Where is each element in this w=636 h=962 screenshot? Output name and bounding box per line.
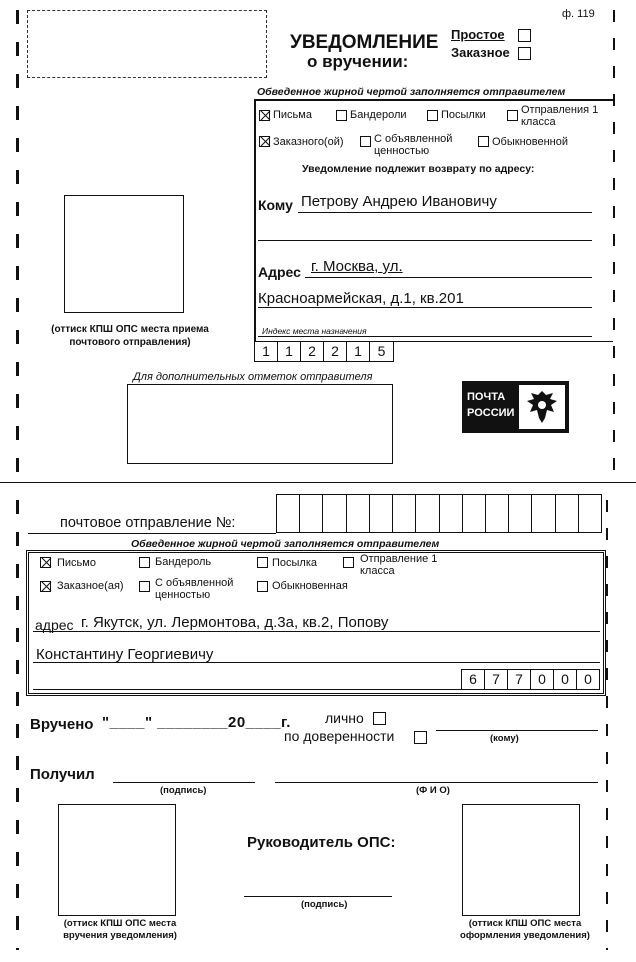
bottom-index-cell-2: 7 xyxy=(484,669,508,690)
top-parcel-label: Посылки xyxy=(441,109,486,121)
to-label: Кому xyxy=(258,197,293,213)
bottom-index-cell-6: 0 xyxy=(576,669,600,690)
pochta-logo xyxy=(462,381,569,433)
top-letter-label: Письма xyxy=(273,109,312,121)
top-letter-checkbox[interactable] xyxy=(259,110,270,121)
address-rule-1 xyxy=(305,277,592,278)
bottom-address-rule-2 xyxy=(33,662,600,663)
mail-number-label: почтовое отправление №: xyxy=(60,515,236,531)
address-line1: г. Москва, ул. xyxy=(311,258,403,275)
accept-stamp-box xyxy=(64,195,184,313)
top-first-class-checkbox[interactable] xyxy=(507,110,518,121)
top-registered-label: Заказного(ой) xyxy=(273,136,344,148)
bottom-ordinary-label: Обыкновенная xyxy=(272,580,348,592)
top-declared-checkbox[interactable] xyxy=(360,136,371,147)
ops-head-signature-caption: (подпись) xyxy=(301,899,348,910)
bottom-index-cell-4: 0 xyxy=(530,669,554,690)
type-registered-label: Заказное xyxy=(451,45,510,60)
issue-stamp-caption: (оттиск КПШ ОПС места оформления уведомления) xyxy=(460,918,590,941)
by-proxy-checkbox[interactable] xyxy=(414,731,427,744)
received-label: Получил xyxy=(30,766,95,783)
bottom-address-rule-3 xyxy=(33,689,461,690)
received-fio-caption: (Ф И О) xyxy=(416,785,450,796)
delivery-stamp-box xyxy=(58,804,176,916)
bottom-parcel-small-label: Бандероль xyxy=(155,556,212,568)
to-line-1 xyxy=(298,212,592,213)
top-first-class-label: Отправления 1 класса xyxy=(521,104,599,128)
bottom-registered-label: Заказное(ая) xyxy=(57,580,124,592)
bottom-parcel-checkbox[interactable] xyxy=(257,557,268,568)
top-index-cell-3: 2 xyxy=(300,341,324,362)
mail-number-boxes[interactable] xyxy=(276,494,602,533)
type-registered-checkbox[interactable] xyxy=(518,47,531,60)
title-line1: УВЕДОМЛЕНИЕ xyxy=(290,32,439,53)
bottom-index-cell-5: 0 xyxy=(553,669,577,690)
top-ordinary-label: Обыкновенной xyxy=(492,136,569,148)
extra-notes-box[interactable] xyxy=(127,384,393,464)
bottom-letter-checkbox[interactable] xyxy=(40,557,51,568)
to-whom-rule[interactable] xyxy=(436,730,598,731)
title-line2: о вручении: xyxy=(307,52,409,71)
right-perforation-bottom xyxy=(606,500,608,950)
bottom-ordinary-checkbox[interactable] xyxy=(257,581,268,592)
left-perforation-bottom xyxy=(16,500,19,950)
index-label: Индекс места назначения xyxy=(262,326,367,336)
received-fio-rule[interactable] xyxy=(275,782,598,783)
top-parcel-small-checkbox[interactable] xyxy=(336,110,347,121)
top-registered-checkbox[interactable] xyxy=(259,136,270,147)
type-simple-label: Простое xyxy=(451,27,505,42)
top-index-cell-6: 5 xyxy=(369,341,394,362)
bottom-bold-note: Обведенное жирной чертой заполняется отправителем xyxy=(131,538,440,550)
index-extension-rule xyxy=(394,341,613,342)
bottom-parcel-label: Посылка xyxy=(272,557,318,569)
delivered-date[interactable]: "____" ________20____г. xyxy=(102,714,291,731)
address-label: Адрес xyxy=(258,264,301,280)
form-code: ф. 119 xyxy=(562,8,595,20)
top-index-cell-1: 1 xyxy=(254,341,278,362)
to-line-2 xyxy=(258,240,592,241)
to-whom-caption: (кому) xyxy=(490,733,519,744)
top-parcel-small-label: Бандероли xyxy=(350,109,407,121)
ops-head-signature-rule[interactable] xyxy=(244,896,392,897)
address-rule-2 xyxy=(258,307,592,308)
bottom-first-class-label: Отправление 1 класса xyxy=(360,553,438,577)
stamp-placeholder-top xyxy=(27,10,267,78)
bottom-declared-label: С объявленной ценностью xyxy=(155,577,234,601)
ops-head-label: Руководитель ОПС: xyxy=(247,834,396,851)
extra-notes-label: Для дополнительных отметок отправителя xyxy=(133,371,373,383)
top-parcel-checkbox[interactable] xyxy=(427,110,438,121)
top-ordinary-checkbox[interactable] xyxy=(478,136,489,147)
issue-stamp-box xyxy=(462,804,580,916)
address-line2: Красноармейская, д.1, кв.201 xyxy=(258,290,464,307)
logo-line1: ПОЧТА xyxy=(467,391,506,403)
personally-label: лично xyxy=(325,710,364,726)
top-index-cell-4: 2 xyxy=(323,341,347,362)
logo-line2: РОССИИ xyxy=(467,407,515,419)
bottom-parcel-small-checkbox[interactable] xyxy=(139,557,150,568)
bottom-index-cell-1: 6 xyxy=(461,669,485,690)
left-perforation xyxy=(16,10,19,480)
bottom-letter-label: Письмо xyxy=(57,557,96,569)
eagle-emblem-icon xyxy=(519,385,565,429)
bottom-index-cell-3: 7 xyxy=(507,669,531,690)
fold-line xyxy=(0,482,636,483)
personally-checkbox[interactable] xyxy=(373,712,386,725)
bottom-registered-checkbox[interactable] xyxy=(40,581,51,592)
bottom-address-line1: г. Якутск, ул. Лермонтова, д.3а, кв.2, Попову xyxy=(81,614,389,631)
accept-stamp-caption: (оттиск КПШ ОПС места приема почтового отправления) xyxy=(51,324,209,348)
by-proxy-label: по доверенности xyxy=(284,728,395,744)
bottom-address-label: адрес xyxy=(35,617,74,633)
top-index-cell-2: 1 xyxy=(277,341,301,362)
return-note: Уведомление подлежит возврату по адресу: xyxy=(302,163,535,175)
delivery-stamp-caption: (оттиск КПШ ОПС места вручения уведомления) xyxy=(63,918,177,941)
bottom-address-rule-1 xyxy=(33,631,600,632)
right-perforation xyxy=(613,10,615,480)
mail-number-rule xyxy=(28,533,276,534)
received-signature-caption: (подпись) xyxy=(160,785,207,796)
top-declared-label: С объявленной ценностью xyxy=(374,133,453,157)
received-signature-rule[interactable] xyxy=(113,782,255,783)
bottom-first-class-checkbox[interactable] xyxy=(343,557,354,568)
delivered-label: Вручено xyxy=(30,716,94,733)
to-value: Петрову Андрею Ивановичу xyxy=(301,193,497,210)
top-bold-note: Обведенное жирной чертой заполняется отправителем xyxy=(257,86,566,98)
bottom-address-line2: Константину Георгиевичу xyxy=(36,646,214,663)
type-simple-checkbox[interactable] xyxy=(518,29,531,42)
top-index-cell-5: 1 xyxy=(346,341,370,362)
bottom-declared-checkbox[interactable] xyxy=(139,581,150,592)
index-rule xyxy=(258,336,592,337)
